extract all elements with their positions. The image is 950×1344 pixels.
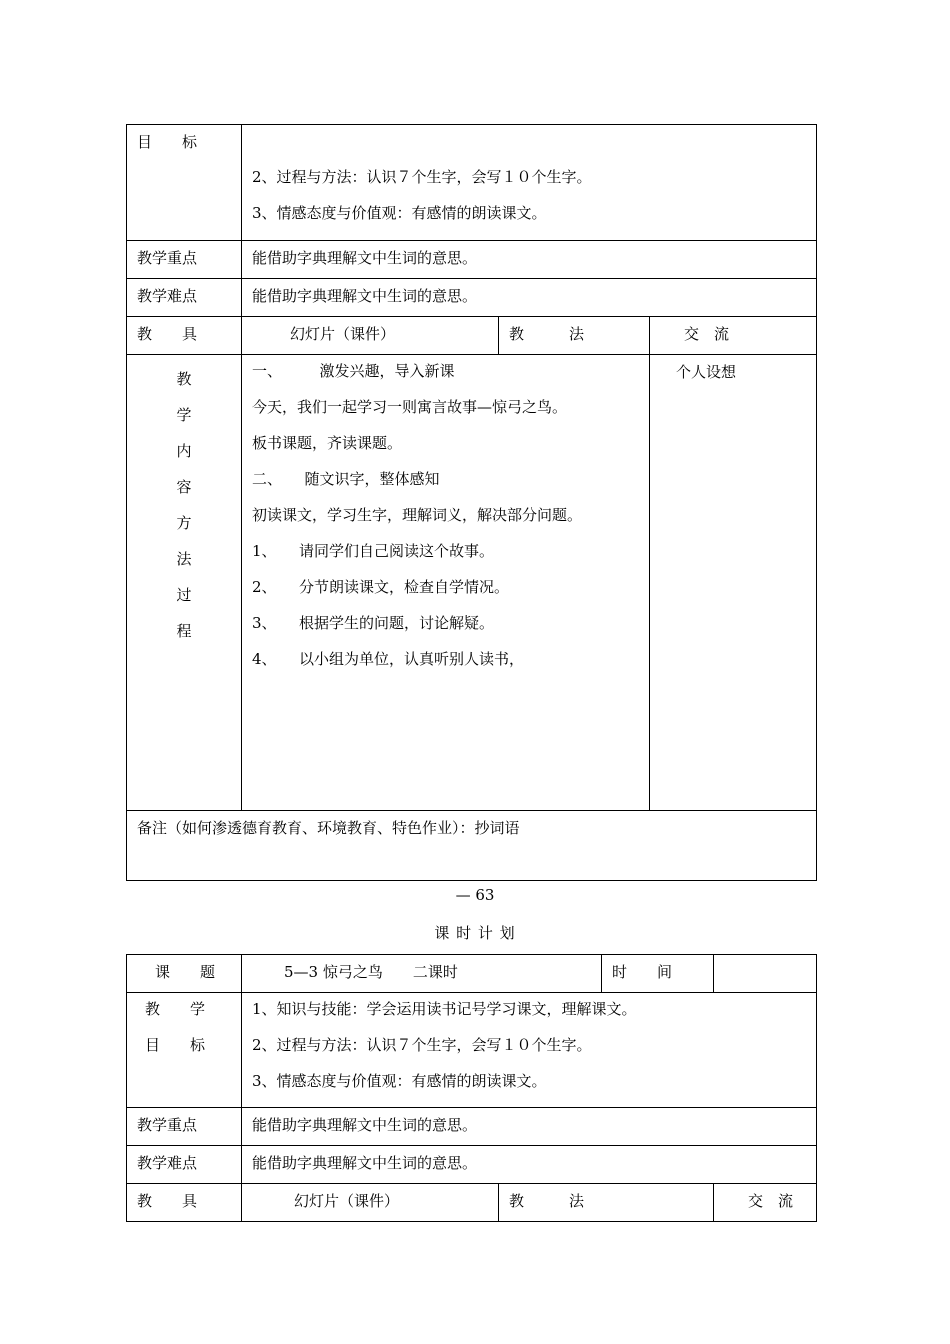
tools-label: 教 具	[137, 1192, 198, 1210]
goal-label-cell	[127, 125, 242, 241]
exchange-label: 交 流	[748, 1192, 794, 1210]
plan-title: 课 时 计 划	[434, 924, 516, 942]
topic-label: 课 题	[155, 963, 216, 981]
difficulty-text: 能借助字典理解文中生词的意思。	[252, 287, 478, 305]
goal-line: 3、情感态度与价值观：有感情的朗读课文。	[252, 204, 547, 222]
tools-label: 教 具	[137, 325, 198, 343]
goal-line: 3、情感态度与价值观：有感情的朗读课文。	[252, 1072, 547, 1090]
process-line: 4、 以小组为单位，认真听别人读书，	[252, 650, 525, 668]
tools-value: 幻灯片（课件）	[294, 1192, 400, 1210]
tools-value: 幻灯片（课件）	[290, 325, 396, 343]
process-label-char: 教	[176, 370, 192, 388]
goal-label-cell	[127, 993, 242, 1108]
key-point-text: 能借助字典理解文中生词的意思。	[252, 1116, 478, 1134]
process-line: 1、 请同学们自己阅读这个故事。	[252, 542, 495, 560]
process-label-char: 程	[176, 622, 192, 640]
goal-label: 目 标	[145, 1036, 206, 1054]
process-line: 初读课文，学习生字，理解词义，解决部分问题。	[252, 506, 583, 524]
time-value-cell	[714, 955, 817, 993]
process-label-char: 容	[176, 478, 192, 496]
key-point-label: 教学重点	[137, 249, 198, 267]
process-line: 3、 根据学生的问题，讨论解疑。	[252, 614, 495, 632]
process-label-char: 法	[176, 550, 192, 568]
method-label: 教 法	[509, 1192, 585, 1210]
process-content-cell	[242, 355, 650, 811]
goal-line: 2、过程与方法：认识７个生字，会写１０个生字。	[252, 168, 592, 186]
goal-label: 教 学	[145, 1000, 206, 1018]
goal-line: 1、知识与技能：学会运用读书记号学习课文，理解课文。	[252, 1000, 637, 1018]
top-lesson-table	[126, 124, 817, 881]
personal-label: 个人设想	[676, 363, 737, 381]
process-line: 2、 分节朗读课文，检查自学情况。	[252, 578, 510, 596]
process-label-char: 过	[176, 586, 192, 604]
goal-content-cell	[242, 125, 817, 241]
personal-notes-cell	[650, 355, 817, 811]
page-number: — 63	[455, 886, 495, 904]
exchange-label: 交 流	[684, 325, 730, 343]
process-label-cell	[127, 355, 242, 811]
difficulty-text: 能借助字典理解文中生词的意思。	[252, 1154, 478, 1172]
process-line: 二、 随文识字，整体感知	[252, 470, 440, 488]
process-label-char: 内	[176, 442, 192, 460]
key-point-text: 能借助字典理解文中生词的意思。	[252, 249, 478, 267]
difficulty-label: 教学难点	[137, 287, 198, 305]
goal-content-cell	[242, 993, 817, 1108]
bottom-lesson-table	[126, 954, 817, 1222]
process-line: 今天，我们一起学习一则寓言故事—惊弓之鸟。	[252, 398, 568, 416]
process-line: 板书课题，齐读课题。	[252, 434, 403, 452]
process-label-char: 方	[176, 514, 192, 532]
method-label: 教 法	[509, 325, 585, 343]
process-line: 一、 激发兴趣，导入新课	[252, 362, 455, 380]
process-vertical-label	[127, 355, 241, 657]
goal-label: 目 标	[137, 133, 198, 151]
key-point-label: 教学重点	[137, 1116, 198, 1134]
time-label: 时 间	[612, 963, 673, 981]
process-label-char: 学	[176, 406, 192, 424]
goal-line: 2、过程与方法：认识７个生字，会写１０个生字。	[252, 1036, 592, 1054]
difficulty-label: 教学难点	[137, 1154, 198, 1172]
notes-text: 备注（如何渗透德育教育、环境教育、特色作业）：抄词语	[137, 819, 520, 837]
topic-value: 5—3 惊弓之鸟 二课时	[284, 963, 458, 981]
